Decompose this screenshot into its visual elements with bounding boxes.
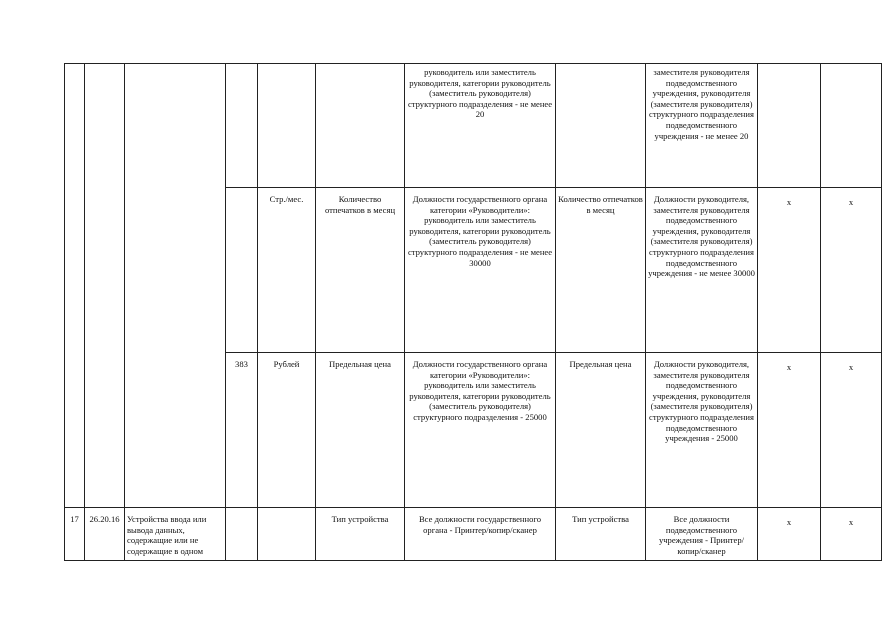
table-row	[65, 64, 882, 188]
cell-okei-code	[226, 188, 258, 353]
cell-x-mark-1: х	[758, 508, 821, 561]
requirements-table	[64, 63, 882, 561]
cell-value-subordinate: Все должности подведомственного учреждения - Принтер/копир/сканер	[646, 508, 758, 561]
cell-x-mark-1: х	[758, 353, 821, 508]
cell-characteristic: Тип устройства	[316, 508, 405, 561]
cell-x-mark-2: х	[821, 188, 882, 353]
cell-value-government: Все должности государственного органа - Принтер/копир/сканер	[405, 508, 556, 561]
cell-x-mark-1	[758, 64, 821, 188]
cell-x-mark-2: х	[821, 353, 882, 508]
cell-characteristic-2: Предельная цена	[556, 353, 646, 508]
cell-value-subordinate: заместителя руководителя подведомственного учреждения, руководителя (заместителя руководителя) структурного подразделения подведомственного учреждения - не менее 20	[646, 64, 758, 188]
cell-characteristic	[316, 64, 405, 188]
cell-characteristic-2: Количество отпечатков в месяц	[556, 188, 646, 353]
cell-value-subordinate: Должности руководителя, заместителя руководителя подведомственного учреждения, руководителя (заместителя руководителя) структурного подразделения подведомственного учреждения - 25000	[646, 353, 758, 508]
cell-unit	[258, 64, 316, 188]
cell-characteristic-2: Тип устройства	[556, 508, 646, 561]
cell-unit: Рублей	[258, 353, 316, 508]
cell-characteristic-2	[556, 64, 646, 188]
cell-value-government: Должности государственного органа категории «Руководители»: руководитель или заместитель руководителя, категории руководитель (заместитель руководителя) структурного подразделения - 25000	[405, 353, 556, 508]
cell-x-mark-2: х	[821, 508, 882, 561]
cell-okpd2-code: 26.20.16	[85, 508, 125, 561]
cell-value-government: Должности государственного органа категории «Руководители»: руководитель или заместитель руководителя, категории руководитель (заместитель руководителя) структурного подразделения - не менее 30000	[405, 188, 556, 353]
cell-value-government: руководитель или заместитель руководителя, категории руководитель (заместитель руководителя) структурного подразделения - не менее 20	[405, 64, 556, 188]
cell-x-mark-2	[821, 64, 882, 188]
cell-unit: Стр./мес.	[258, 188, 316, 353]
cell-okei-code	[226, 508, 258, 561]
cell-num	[65, 64, 85, 508]
cell-okei-code	[226, 64, 258, 188]
cell-num: 17	[65, 508, 85, 561]
cell-okpd2-code	[85, 64, 125, 508]
cell-okei-code: 383	[226, 353, 258, 508]
cell-value-subordinate: Должности руководителя, заместителя руководителя подведомственного учреждения, руководителя (заместителя руководителя) структурного подразделения подведомственного учреждения - не менее 30000	[646, 188, 758, 353]
table-row	[65, 508, 882, 561]
cell-characteristic: Количество отпечатков в месяц	[316, 188, 405, 353]
cell-item-name: Устройства ввода или вывода данных, содержащие или не содержащие в одном	[125, 508, 226, 561]
cell-item-name	[125, 64, 226, 508]
cell-characteristic: Предельная цена	[316, 353, 405, 508]
cell-x-mark-1: х	[758, 188, 821, 353]
cell-unit	[258, 508, 316, 561]
